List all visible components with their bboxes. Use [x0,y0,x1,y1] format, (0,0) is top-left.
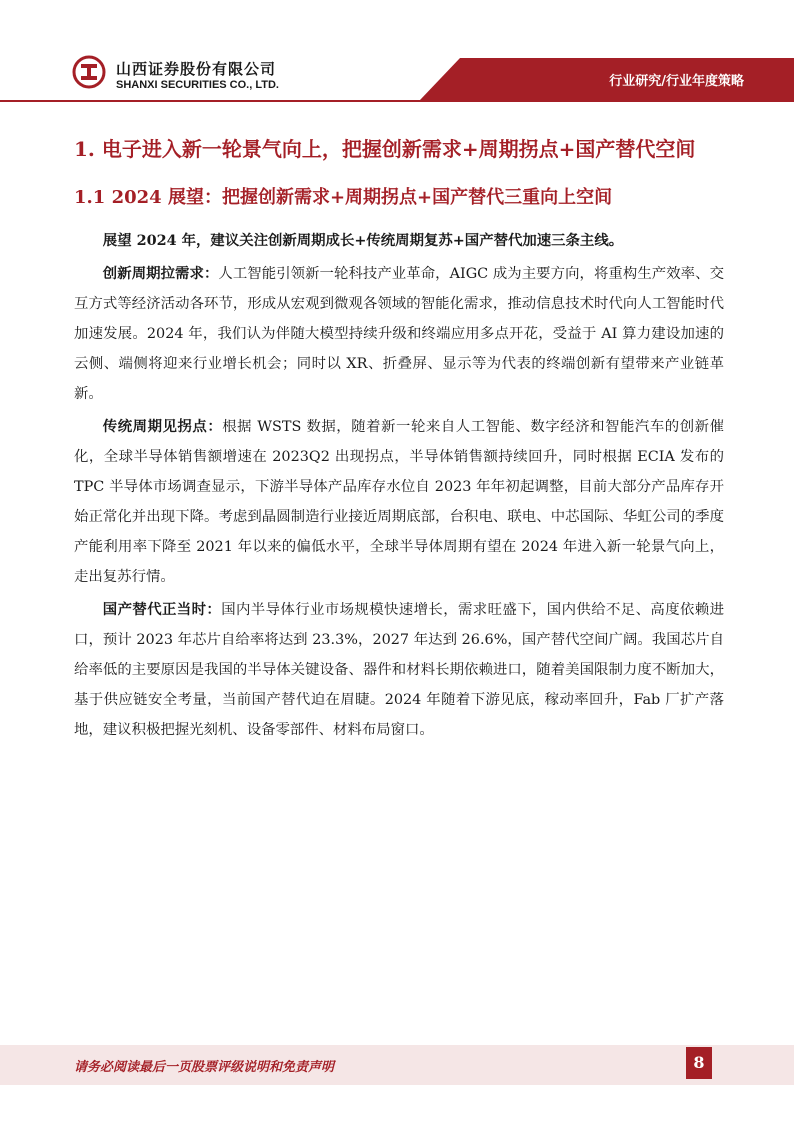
section-title: 1. 电子进入新一轮景气向上，把握创新需求+周期拐点+国产替代空间 [74,137,696,161]
page-number: 8 [686,1047,712,1079]
header-divider [0,100,794,102]
subsection-title: 1.1 2024 展望：把握创新需求+周期拐点+国产替代三重向上空间 [74,187,613,208]
company-name-en: SHANXI SECURITIES CO., LTD. [116,79,279,91]
outlook-text: 展望 2024 年，建议关注创新周期成长+传统周期复苏+国产替代加速三条主线。 [102,232,624,249]
domestic-label: 国产替代正当时： [102,601,222,618]
footer-disclaimer: 请务必阅读最后一页股票评级说明和免责声明 [74,1060,335,1075]
company-name-cn: 山西证券股份有限公司 [116,60,277,78]
body-text [74,226,724,748]
innovation-text: 人工智能引领新一轮科技产业革命，AIGC 成为主要方向，将重构生产效率、交互方式等经济活动各环节，形成从宏观到微观各领域的智能化需求，推动信息技术时代向人工智能时代加速发展。2024 年，我们认为伴随大模型持续升级和终端应用多点开花，受益于 AI 算力建设加速的云侧、端侧将迎来行业增长机会；同时以 XR、折叠屏、显示等为代表的终端创新有望带来产业链革新。 [74,266,724,402]
domestic-text: 国内半导体行业市场规模快速增长，需求旺盛下，国内供给不足、高度依赖进口，预计 2023 年芯片自给率将达到 23.3%，2027 年达到 26.6%，国产替代空间广阔。我国芯片自给率低的主要原因是我国的半导体关键设备、器件和材料长期依赖进口，随着美国限制力度不断加大，基于供应链安全考量，当前国产替代迫在眉睫。2024 年随着下游见底，稼动率回升，Fab 厂扩产落地，建议积极把握光刻机、设备零部件、材料布局窗口。 [74,602,724,738]
innovation-label: 创新周期拉需求： [102,265,219,282]
paragraph-outlook [74,226,724,256]
company-logo-icon [72,55,106,89]
paragraph-cycle [74,412,724,592]
paragraph-innovation [74,259,724,409]
paragraph-domestic [74,595,724,745]
report-category: 行业研究/行业年度策略 [609,74,744,89]
cycle-text: 根据 WSTS 数据，随着新一轮来自人工智能、数字经济和智能汽车的创新催化，全球半导体销售额增速在 2023Q2 出现拐点，半导体销售额持续回升，同时根据 ECIA 发布的 TPC 半导体市场调查显示，下游半导体产品库存水位自 2023 年年初起调整，目前大部分产品库存开始正常化并出现下降。考虑到晶圆制造行业接近周期底部，台积电、联电、中芯国际、华虹公司的季度产能利用率下降至 2021 年以来的偏低水平，全球半导体周期有望在 2024 年进入新一轮景气向上，走出复苏行情。 [74,419,724,585]
page-header [0,0,794,112]
cycle-label: 传统周期见拐点： [102,418,223,435]
